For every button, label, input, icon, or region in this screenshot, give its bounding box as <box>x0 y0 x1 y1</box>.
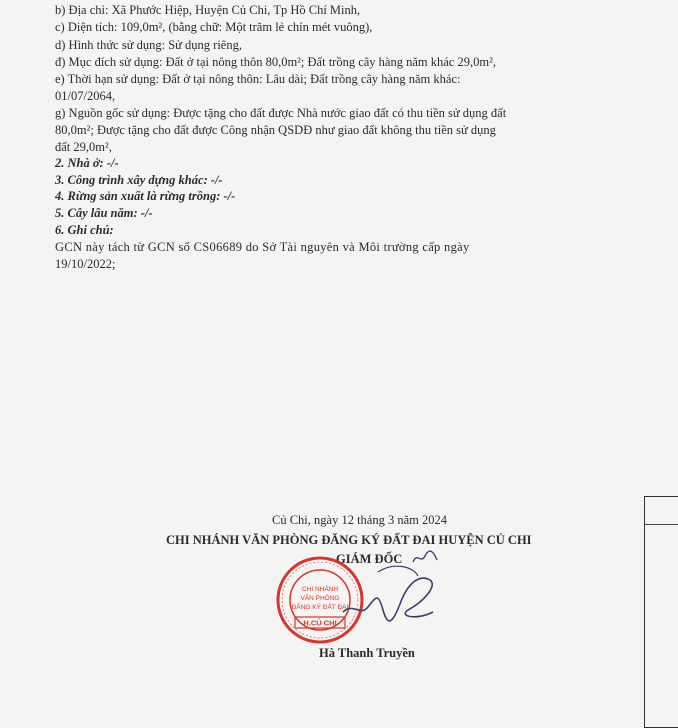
initial-scribble-icon <box>411 548 439 566</box>
construction-line: 3. Công trình xây dựng khác: -/- <box>55 173 223 187</box>
usage-form-line: d) Hình thức sử dụng: Sử dụng riêng, <box>55 38 242 52</box>
table-frame <box>644 496 678 728</box>
notes-line-1: GCN này tách từ GCN số CS06689 do Sở Tài nguyên và Môi trường cấp ngày <box>55 240 470 254</box>
address-line: b) Địa chỉ: Xã Phước Hiệp, Huyện Củ Chi, Tp Hồ Chí Minh, <box>55 3 361 17</box>
place-date: Củ Chi, ngày 12 tháng 3 năm 2024 <box>272 513 447 527</box>
area-line: c) Diện tích: 109,0m², (bằng chữ: Một trăm lẻ chín mét vuông), <box>55 20 373 34</box>
purpose-line: đ) Mục đích sử dụng: Đất ở tại nông thôn 80,0m²; Đất trồng cây hàng năm khác 29,0m², <box>55 55 496 69</box>
svg-text:H.CỦ CHI: H.CỦ CHI <box>303 618 337 628</box>
notes-title: 6. Ghi chú: <box>55 223 114 237</box>
svg-text:ĐĂNG KÝ ĐẤT ĐAI: ĐĂNG KÝ ĐẤT ĐAI <box>291 604 349 611</box>
table-row-divider <box>644 524 678 525</box>
issuing-office: CHI NHÁNH VĂN PHÒNG ĐĂNG KÝ ĐẤT ĐAI HUYỆN CỦ CHI <box>166 533 532 547</box>
svg-text:CHI NHÁNH: CHI NHÁNH <box>301 586 339 593</box>
signer-position: GIÁM ĐỐC <box>336 552 403 566</box>
perennial-line: 5. Cây lâu năm: -/- <box>55 206 153 220</box>
origin-line-2: 80,0m²; Được tặng cho đất được Công nhận QSDĐ như giao đất không thu tiền sử dụng <box>55 123 496 137</box>
forest-line: 4. Rừng sản xuất là rừng trồng: -/- <box>55 189 236 203</box>
signature-scribble-icon <box>338 562 448 632</box>
origin-line-3: đất 29,0m², <box>55 140 112 154</box>
notes-line-2: 19/10/2022; <box>55 257 116 271</box>
signer-name: Hà Thanh Truyền <box>319 646 415 660</box>
svg-text:VĂN PHÒNG: VĂN PHÒNG <box>300 595 340 602</box>
term-line: e) Thời hạn sử dụng: Đất ở tại nông thôn: Lâu dài; Đất trồng cây hàng năm khác: <box>55 72 461 86</box>
origin-line-1: g) Nguồn gốc sử dụng: Được tặng cho đất được Nhà nước giao đất có thu tiền sử dụng đất <box>55 106 507 120</box>
house-line: 2. Nhà ở: -/- <box>55 156 119 170</box>
term-date-line: 01/07/2064, <box>55 89 116 103</box>
